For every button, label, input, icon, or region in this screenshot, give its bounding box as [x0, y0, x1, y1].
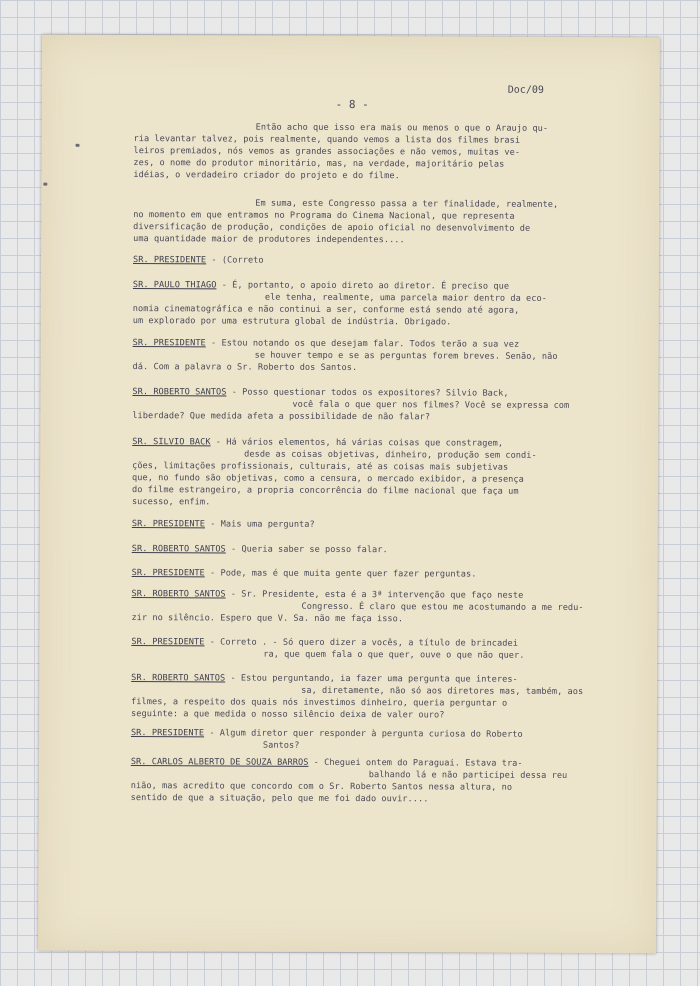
- speech-line: liberdade? Que medida afeta a possibilidade de não falar?: [132, 411, 431, 423]
- speech-line: se houver tempo e se as perguntas forem breves. Senão, não: [254, 350, 558, 362]
- speech-text: - Estou perguntando, ia fazer uma pergunta que interes-: [230, 673, 518, 685]
- speaker-line: [133, 338, 520, 351]
- speech-line: você fala o que quer nos filmes? Você se expressa com: [292, 399, 570, 411]
- paragraph-line: uma quantidade maior de produtores independentes....: [133, 234, 405, 246]
- speech-text: - Posso questionar todos os expositores? Silvio Back,: [231, 387, 509, 399]
- speaker-line: [131, 637, 518, 650]
- speech-line: sentido de que a situação, pelo que me foi dado ouvir....: [130, 793, 429, 805]
- speaker-name: SR. ROBERTO SANTOS: [131, 589, 226, 600]
- paragraph-line: diversificação de produção, condições de apoio oficial no desenvolvimento de: [133, 222, 531, 234]
- speech-text: - Correto . - Só quero dizer a vocês, a título de brincadei: [209, 637, 518, 649]
- speech-text: - Algum diretor quer responder à pergunta curiosa do Roberto: [209, 728, 523, 740]
- speech-line: desde as coisas objetivas, dinheiro, produção sem condi-: [244, 449, 537, 461]
- speaker-name: SR. PRESIDENTE: [131, 519, 206, 530]
- paragraph-line: zes, o nome do produtor minoritário, mas, na verdade, majoritário pelas: [133, 158, 505, 170]
- speaker-name: SR. PRESIDENTE: [132, 338, 206, 349]
- speaker-line: [132, 387, 508, 400]
- speaker-line: [132, 544, 388, 556]
- speaker-line: [131, 728, 523, 741]
- speech-line: nião, mas acredito que concordo com o Sr. Roberto Santos nessa altura, no: [130, 781, 513, 793]
- document-page: [38, 35, 660, 954]
- speech-text: - Mais uma pergunta?: [210, 519, 315, 530]
- paragraph-line: no momento em que entramos no Programa do Cinema Nacional, que representa: [133, 210, 515, 222]
- paragraph-line: Então acho que isso era mais ou menos o que o Araujo qu-: [255, 122, 549, 134]
- speech-line: ele tenha, realmente, uma parcela maior dentro da eco-: [264, 292, 547, 304]
- page-number: - 8 -: [335, 97, 369, 112]
- speech-line: ções, limitações profissionais, culturais, até as coisas mais subjetivas: [132, 461, 509, 473]
- speech-line: sa, diretamente, não só aos diretores mas, também, aos: [301, 685, 584, 698]
- speaker-name: SR. PRESIDENTE: [132, 255, 207, 266]
- speaker-name: SR. PRESIDENTE: [130, 728, 205, 739]
- speech-line: do filme estrangeiro, a propria concorrência do filme nacional que faça um: [131, 485, 519, 497]
- speech-line: balhando lá e não participei dessa reu: [368, 770, 568, 781]
- speaker-line: [132, 437, 503, 450]
- speech-line: nomia cinematográfica e não continui a ser, conforme está sendo até agora,: [132, 304, 520, 316]
- speech-line: zir no silêncio. Espero que V. Sa. não me faça isso.: [131, 613, 404, 625]
- speech-line: ra, que quem fala o que quer, ouve o que não quer.: [263, 649, 525, 661]
- speech-line: dá. Com a palavra o Sr. Roberto dos Santos.: [132, 362, 358, 374]
- speaker-name: SR. PRESIDENTE: [131, 568, 205, 579]
- speaker-line: [132, 589, 524, 602]
- speech-line: que, no fundo são objetivas, como a censura, o mercado exibidor, a presença: [132, 473, 524, 485]
- speaker-name: SR. PRESIDENTE: [131, 637, 205, 648]
- speech-text: - Queria saber se posso falar.: [231, 544, 388, 556]
- speech-line: sucesso, enfim.: [131, 497, 211, 508]
- speech-text: - Há vários elementos, há várias coisas que constragem,: [215, 437, 504, 449]
- speaker-name: SR. PAULO THIAGO: [132, 280, 217, 291]
- speaker-name: SR. ROBERTO SANTOS: [132, 387, 227, 398]
- speech-line: seguinte: a que medida o nosso silêncio deixa de valer ouro?: [131, 709, 445, 721]
- speaker-line: [132, 519, 315, 531]
- speech-text: - É, portanto, o apoio direto ao diretor. É preciso que: [221, 280, 510, 292]
- speaker-line: [131, 757, 523, 770]
- paragraph-line: leiros premiados, nós vemos as grandes associações e não vemos, muitas ve-: [133, 146, 521, 158]
- speaker-name: SR. CARLOS ALBERTO DE SOUZA BARROS: [130, 757, 309, 768]
- punch-mark: [43, 183, 47, 186]
- speaker-name: SR. ROBERTO SANTOS: [131, 673, 226, 684]
- speech-line: filmes, a respeito dos quais nós investimos dinheiro, queria perguntar o: [131, 697, 508, 709]
- speech-text: - Sr. Presidente, esta é a 3ª intervenção que faço neste: [230, 589, 524, 601]
- punch-mark: [76, 144, 80, 147]
- speech-text: - Cheguei ontem do Paraguai. Estava tra-: [313, 757, 523, 769]
- speech-text: - Pode, mas é que muita gente quer fazer perguntas.: [210, 568, 477, 580]
- speech-line: Santos?: [262, 740, 300, 751]
- speaker-name: SR. ROBERTO SANTOS: [131, 544, 226, 555]
- speech-line: Congresso. É claro que estou me acostumando a me redu-: [301, 601, 584, 614]
- speech-text: - Estou notando os que desejam falar. Todos terão a sua vez: [211, 338, 520, 350]
- speech-line: um explorado por uma estrutura global de indústria. Obrigado.: [132, 316, 452, 328]
- paragraph-line: ria levantar talvez, pois realmente, quando vemos a lista dos filmes brasi: [133, 134, 521, 146]
- speaker-line: [133, 280, 509, 293]
- speaker-line: [131, 673, 518, 686]
- speech-text: - (Correto: [211, 255, 264, 266]
- document-reference: Doc/09: [507, 84, 544, 96]
- speaker-line: [133, 255, 264, 267]
- speaker-line: [132, 568, 477, 581]
- paragraph-line: idéias, o verdadeiro criador do projeto e do filme.: [133, 170, 400, 182]
- speaker-name: SR. SILVIO BACK: [132, 437, 211, 448]
- paragraph-line: Em suma, este Congresso passa a ter finalidade, realmente,: [255, 198, 559, 210]
